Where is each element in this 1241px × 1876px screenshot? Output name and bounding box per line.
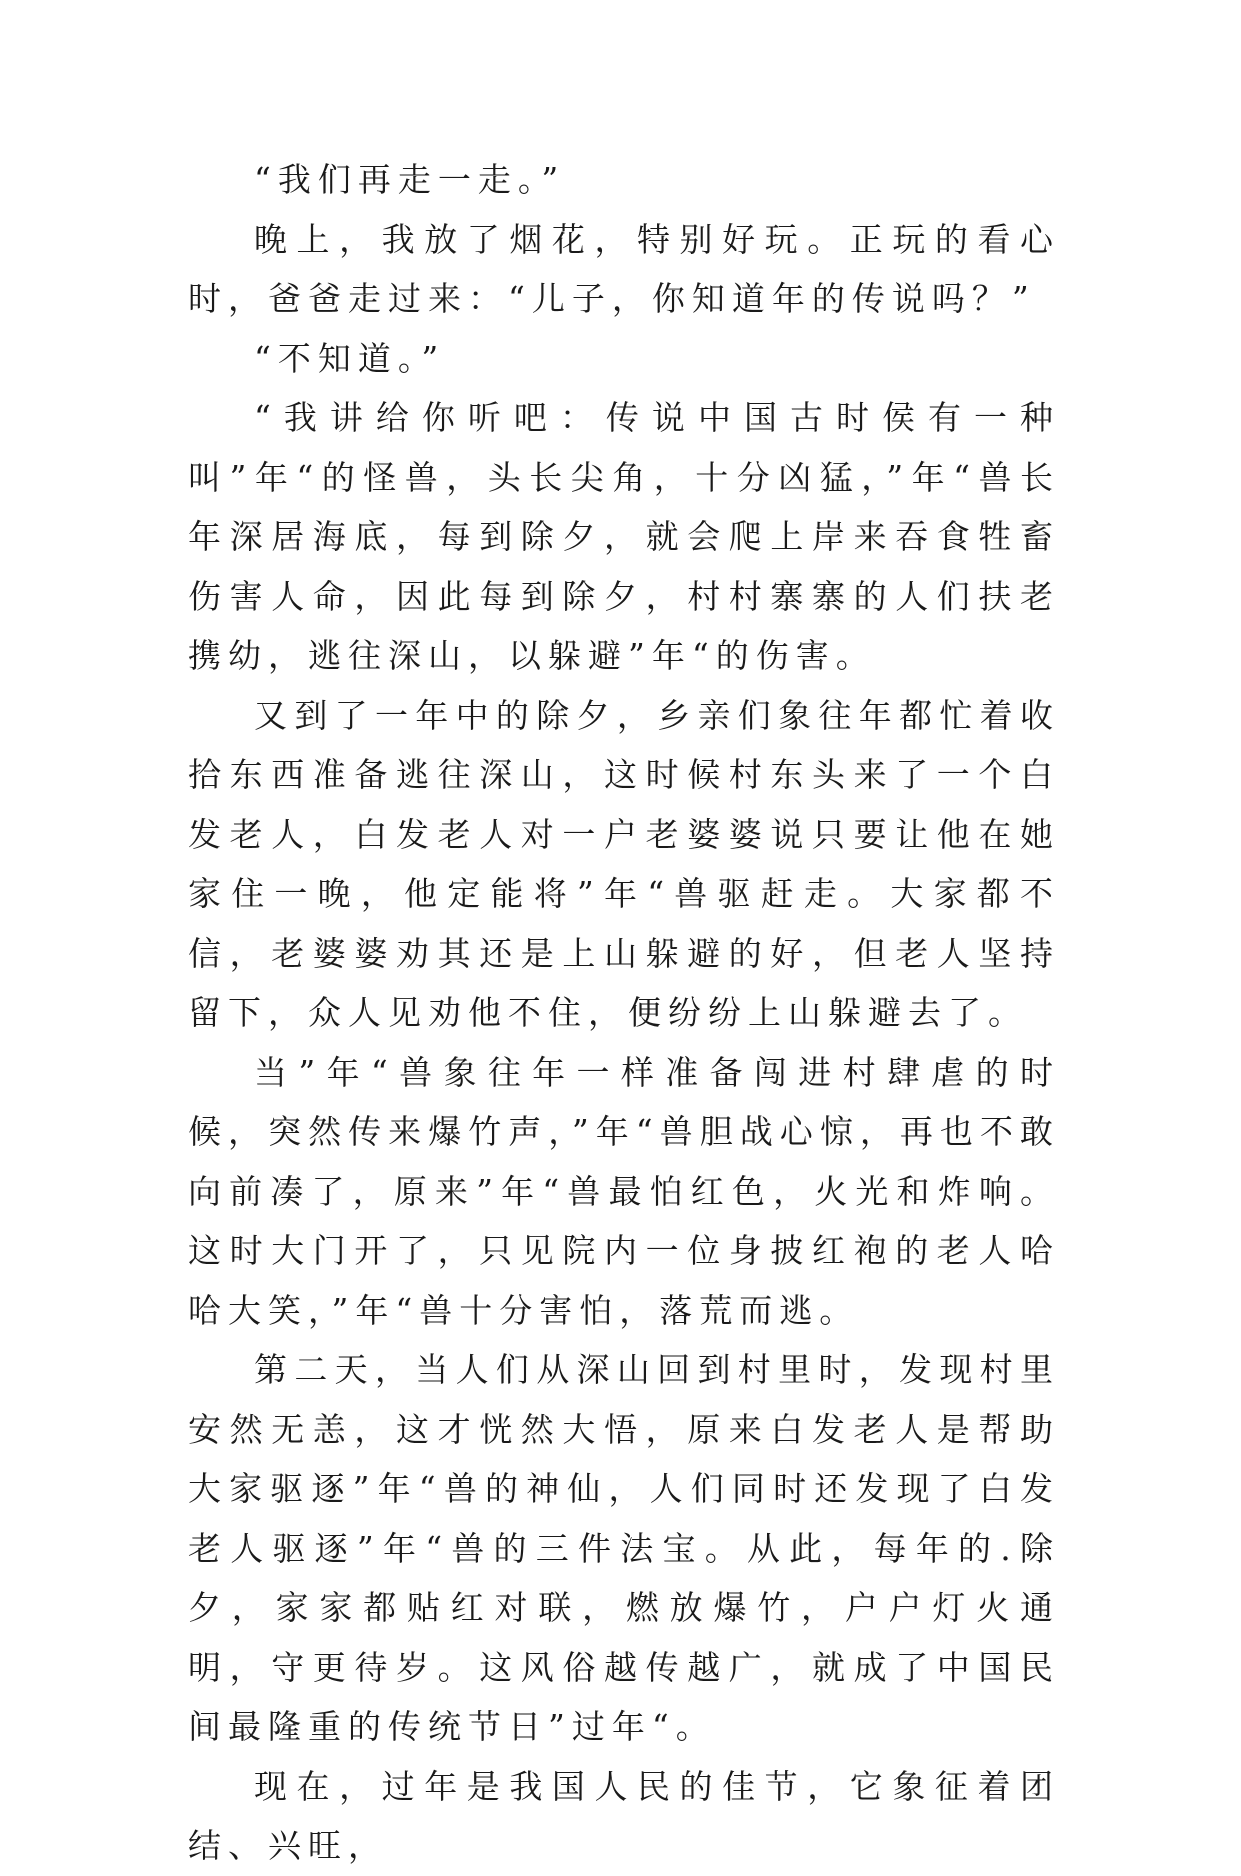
paragraph-7: 第二天，当人们从深山回到村里时，发现村里安然无恙，这才恍然大悟，原来白发老人是帮助大家驱逐”年“兽的神仙，人们同时还发现了白发老人驱逐”年“兽的三件法宝。从此，每年的.除夕，家家都贴红对联，燃放爆竹，户户灯火通明，守更待岁。这风俗越传越广，就成了中国民间最隆重的传统节日”过年“。: [188, 1350, 1060, 1746]
paragraph-1: “我们再走一走。”: [254, 160, 566, 199]
body-text: [188, 150, 1060, 1876]
paragraph-5: 又到了一年中的除夕，乡亲们象往年都忙着收拾东西准备逃往深山，这时候村东头来了一个白发老人，白发老人对一户老婆婆说只要让他在她家住一晚，他定能将”年“兽驱赶走。大家都不信，老婆婆劝其还是上山躲避的好，但老人坚持留下，众人见劝他不住，便纷纷上山躲避去了。: [188, 695, 1060, 1032]
paragraph-3: “不知道。”: [254, 338, 446, 378]
paragraph-2: 晚上，我放了烟花，特别好玩。正玩的看心时，爸爸走过来：“儿子，你知道年的传说吗？”: [188, 219, 1060, 318]
paragraph-4: “我讲给你听吧：传说中国古时侯有一种叫”年“的怪兽，头长尖角，十分凶猛，”年“兽长年深居海底，每到除夕，就会爬上岸来吞食牲畜伤害人命，因此每到除夕，村村寨寨的人们扶老携幼，逃往深山，以躲避”年“的伤害。: [188, 398, 1060, 675]
paragraph-8: 现在，过年是我国人民的佳节，它象征着团结、兴旺，: [188, 1766, 1060, 1865]
paragraph-6: 当”年“兽象往年一样准备闯进村肆虐的时候，突然传来爆竹声，”年“兽胆战心惊，再也不敢向前凑了，原来”年“兽最怕红色，火光和炸响。这时大门开了，只见院内一位身披红袍的老人哈哈大笑，”年“兽十分害怕，落荒而逃。: [188, 1052, 1060, 1330]
